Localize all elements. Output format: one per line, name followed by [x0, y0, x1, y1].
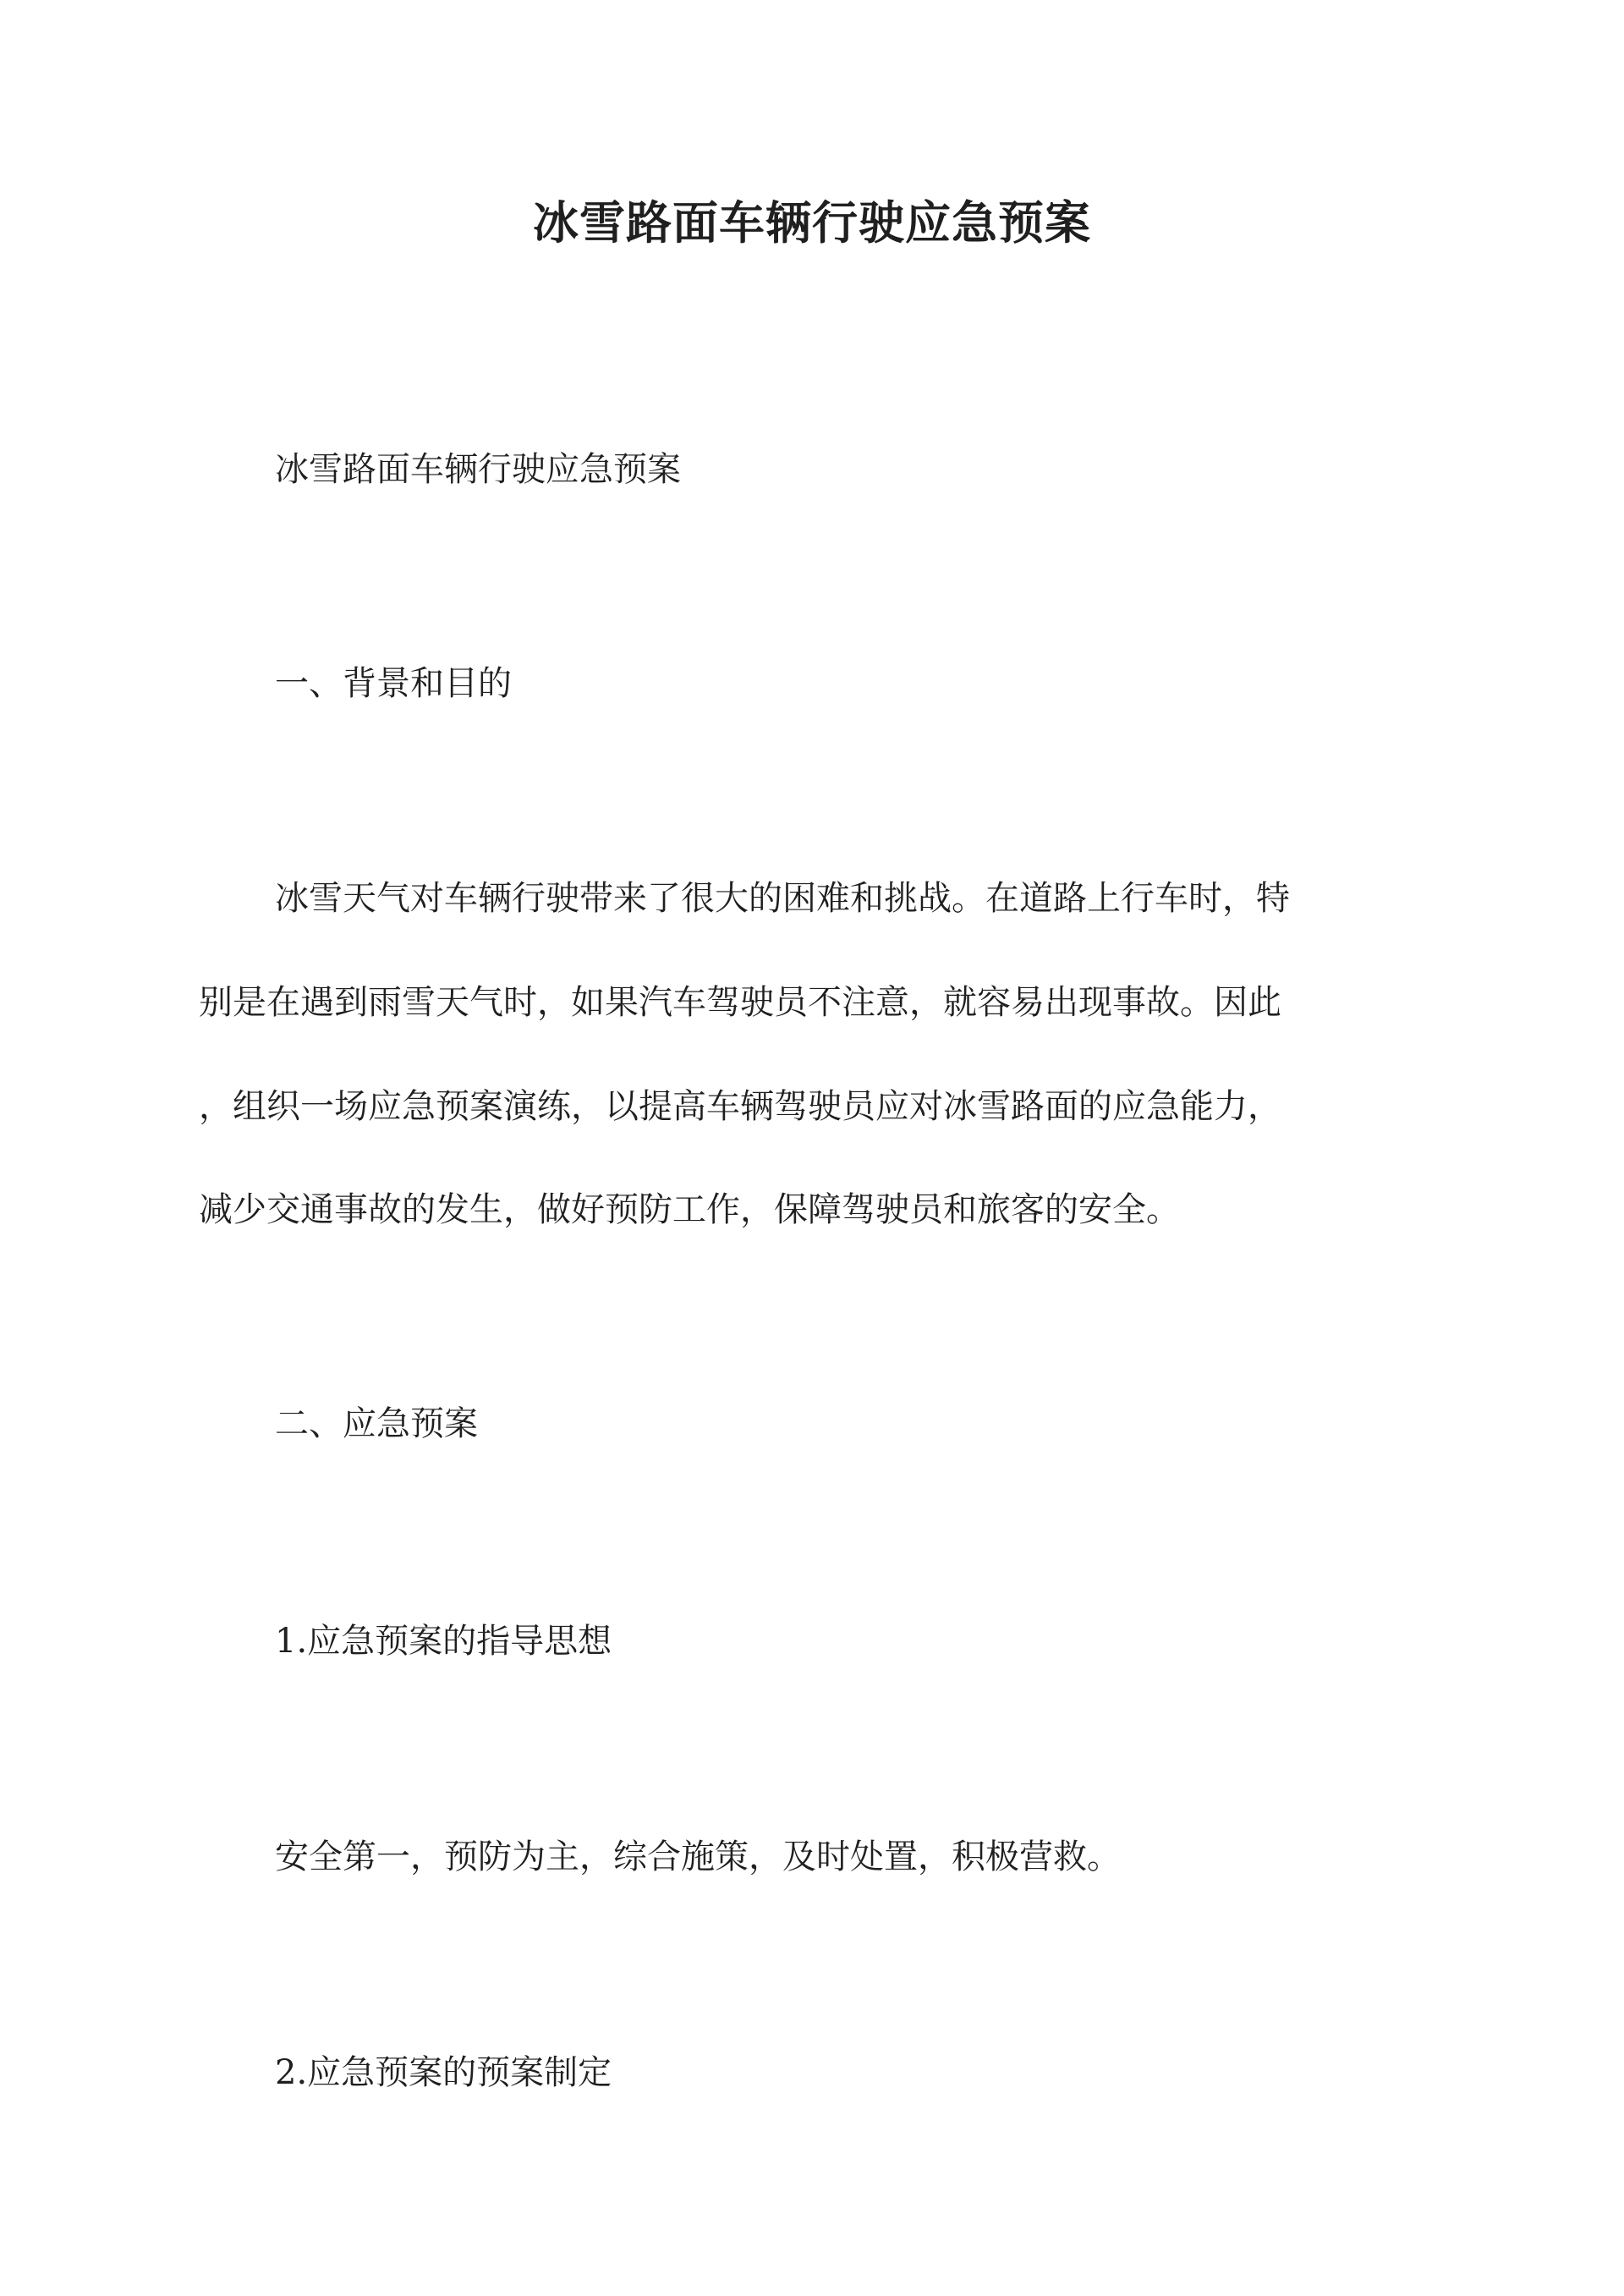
- document-subtitle: 冰雪路面车辆行驶应急预案: [275, 450, 681, 489]
- item-text-guiding-principle: 安全第一，预防为主，综合施策，及时处置，积极营救。: [275, 1837, 1121, 1876]
- paragraph-line: ，组织一场应急预案演练，以提高车辆驾驶员应对冰雪路面的应急能力，: [199, 1087, 1281, 1126]
- paragraph-line: 减少交通事故的发生，做好预防工作，保障驾驶员和旅客的安全。: [199, 1190, 1180, 1229]
- paragraph-line: 别是在遇到雨雪天气时，如果汽车驾驶员不注意，就容易出现事故。因此: [199, 983, 1281, 1022]
- paragraph-line: 冰雪天气对车辆行驶带来了很大的困难和挑战。在道路上行车时，特: [275, 879, 1290, 918]
- section-heading-background: 一、背景和目的: [275, 664, 512, 703]
- section-heading-plan: 二、应急预案: [275, 1404, 478, 1443]
- item-heading-plan-formulation: 2.应急预案的预案制定: [275, 2053, 612, 2092]
- item-heading-guiding-principle: 1.应急预案的指导思想: [275, 1622, 612, 1661]
- document-title: 冰雪路面车辆行驶应急预案: [533, 195, 1091, 250]
